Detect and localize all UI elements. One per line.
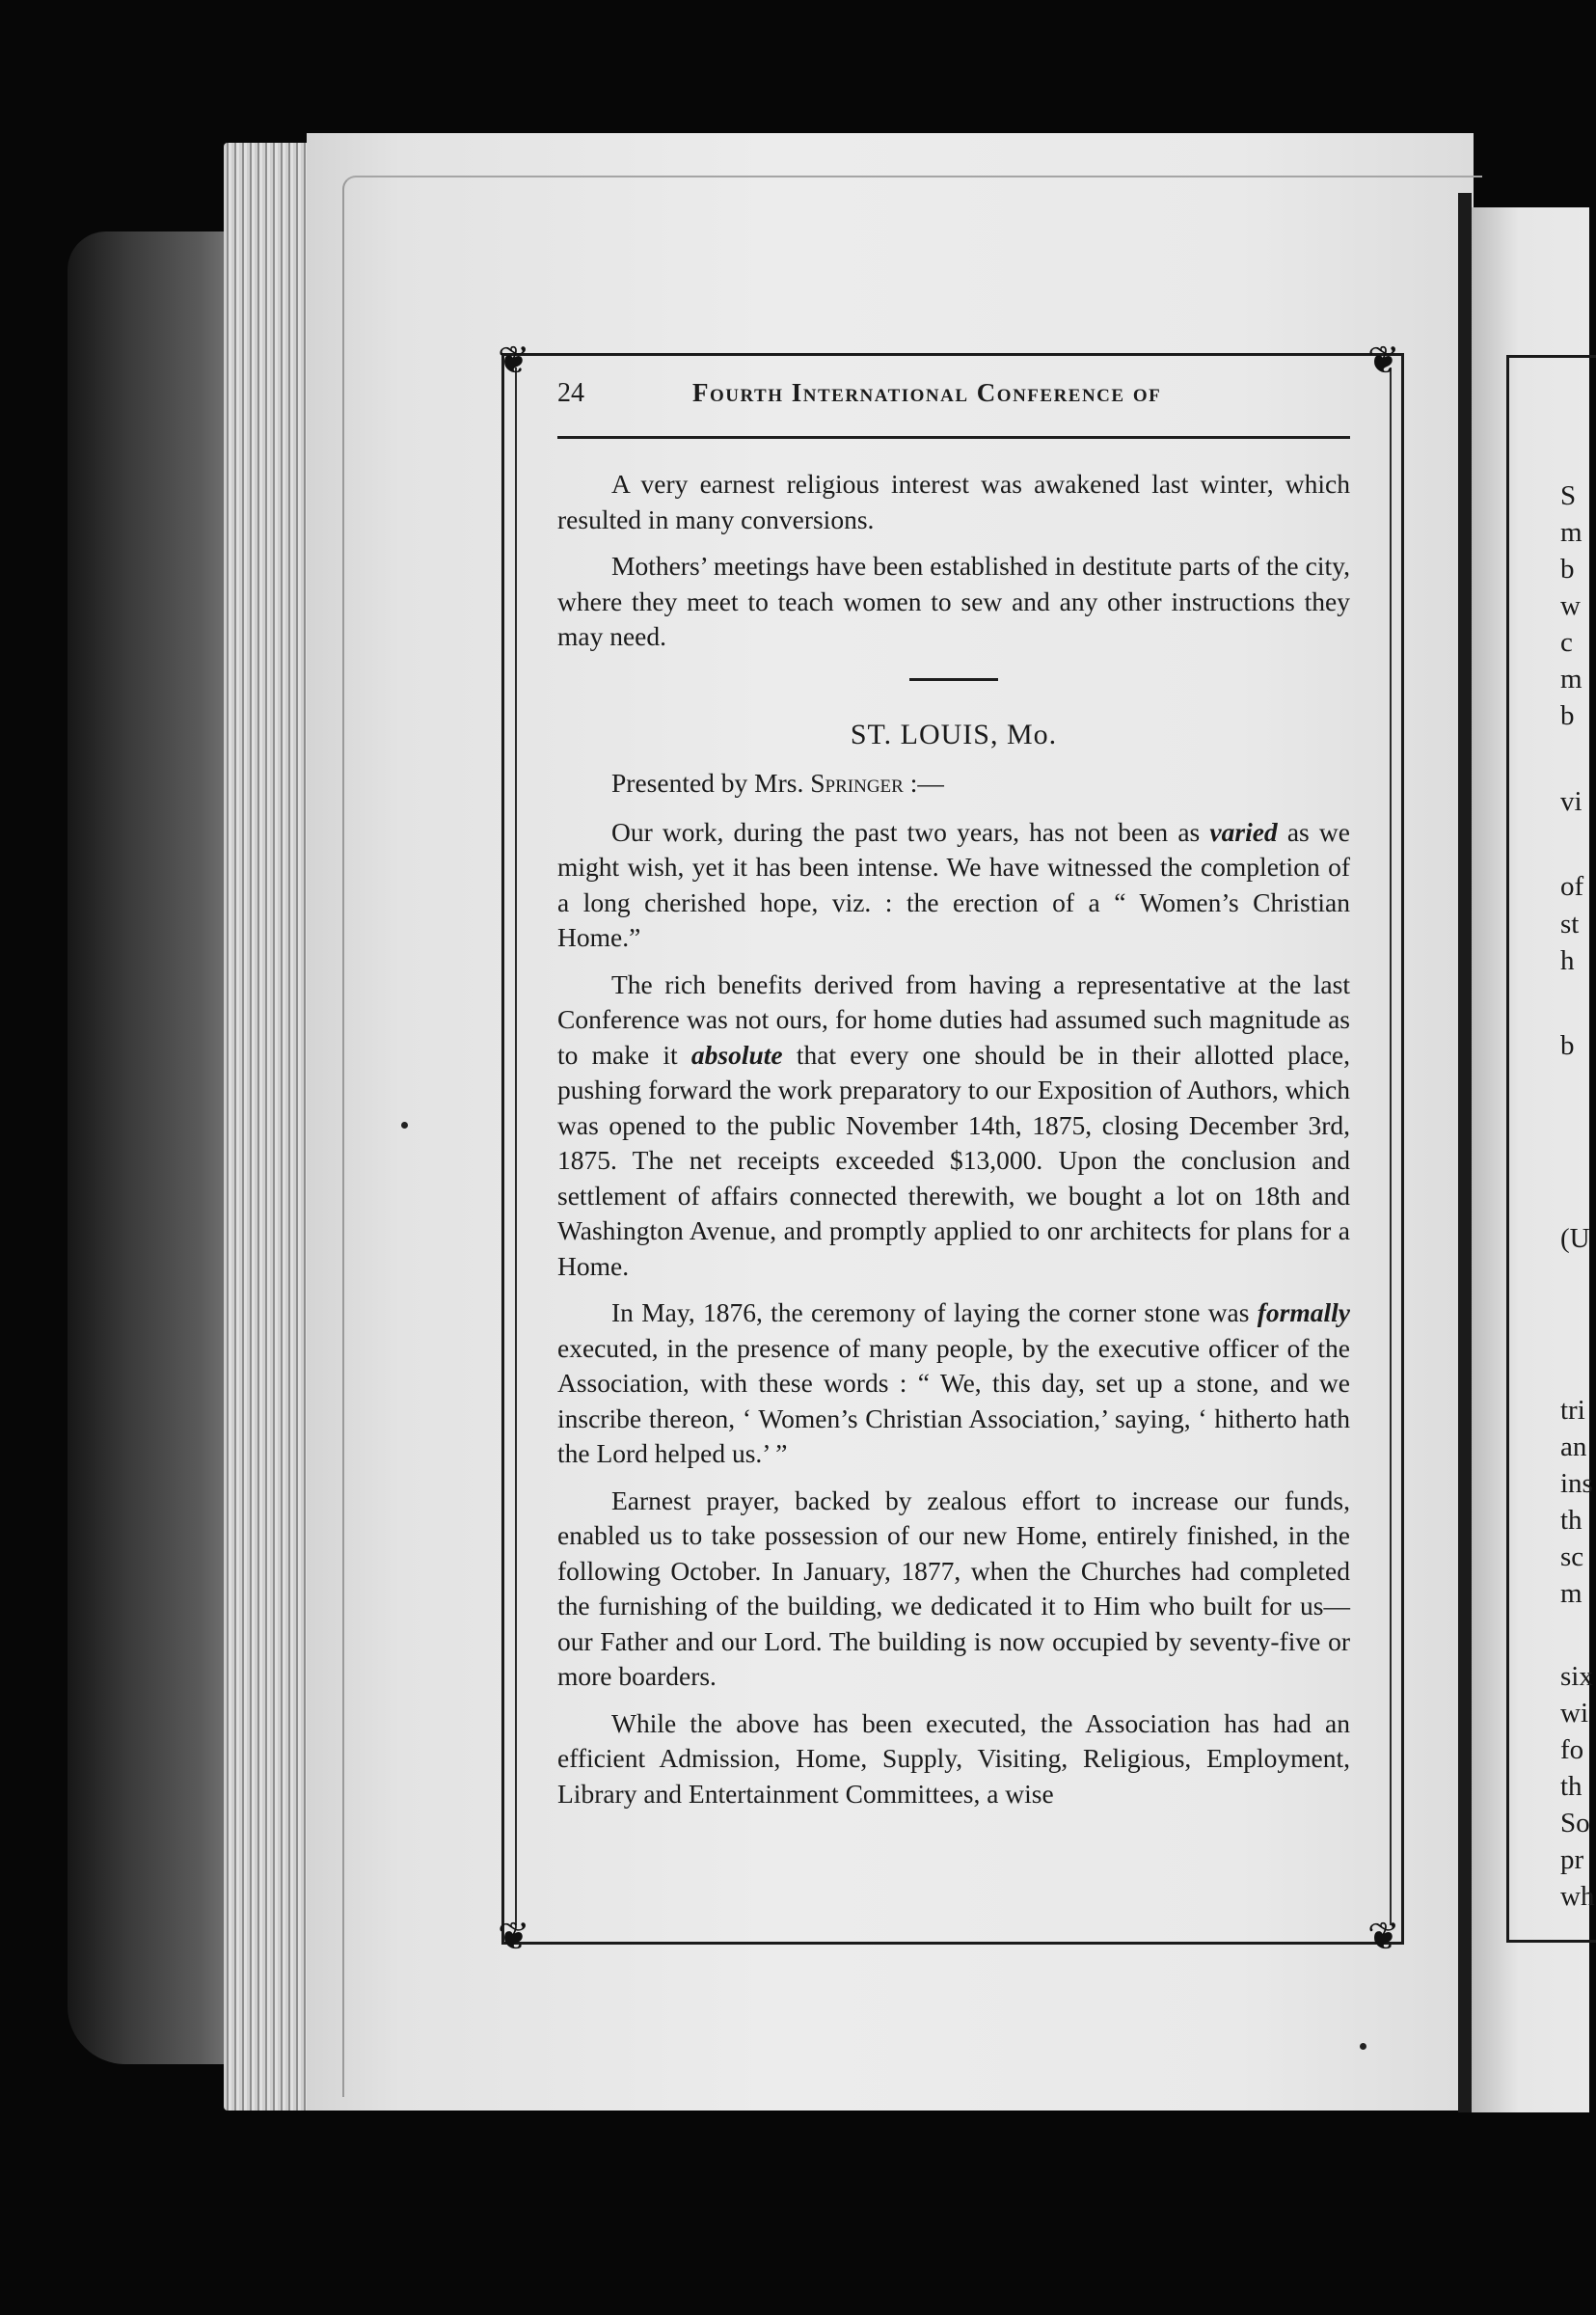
page-header (557, 378, 1350, 417)
corner-ornament-icon: ❦ (498, 1915, 530, 1958)
right-page-fragment-text: sc (1560, 1541, 1584, 1572)
presenter-lead: Presented by Mrs. (611, 768, 811, 798)
paragraph (557, 815, 1350, 956)
right-page-fragment-text: wh (1560, 1881, 1595, 1912)
right-page-fragment-text: h (1560, 945, 1575, 976)
right-page-fragment-text: b (1560, 700, 1575, 731)
right-page-fragment-text: of (1560, 871, 1584, 902)
right-page-fragment-text: So (1560, 1808, 1590, 1838)
page-number: 24 (557, 378, 584, 408)
paragraph-text: The rich benefits derived from having a representative at the last Conference was not ours, for home duties had assumed such magnitude as to make it (557, 968, 1350, 1070)
corner-ornament-icon: ❦ (498, 339, 530, 382)
paragraph-text: that every one should be in their allotted place, pushing forward the work preparatory to our Exposition of Authors, which was opened to the public November 14th, 1875, closing December 3rd, 1875. The net receipts exceeded $13,000. Upon the conclusion and settlement of affairs connected therewith, we bought a lot on 18th and Washington Avenue, and promptly applied to onr architects for plans for a Home. (557, 1039, 1350, 1281)
paragraph (557, 1295, 1350, 1472)
corner-ornament-icon: ❦ (1367, 1915, 1400, 1958)
emphasis-text: varied (1209, 816, 1278, 847)
emphasis-text: formally (1257, 1297, 1350, 1327)
paragraph: Earnest prayer, backed by zealous effort to increase our funds, enabled us to take possession of our new Home, entirely finished, in the following October. In January, 1877, when the Churches had completed the furnishing of the building, we dedicated it to Him who built for us—our Father and our Lord. The building is now occupied by seventy-five or more boarders. (557, 1484, 1350, 1691)
right-page-fragment-text: ins (1560, 1468, 1593, 1499)
header-rule (557, 436, 1350, 439)
right-page-fragment-text: m (1560, 664, 1582, 694)
paragraph-text: Our work, during the past two years, has not been as (611, 816, 1210, 847)
right-page-fragment-text: wi (1560, 1698, 1588, 1729)
page-body (557, 467, 1350, 1823)
right-page-fragment-text: vi (1560, 786, 1582, 817)
emphasis-text: absolute (690, 1039, 783, 1070)
paragraph: While the above has been executed, the Association has had an efficient Admission, Home, Supply, Visiting, Religious, Employment, Library and Entertainment Committees, a wise (557, 1707, 1350, 1809)
presenter-name: Springer (810, 768, 904, 798)
paragraph (557, 967, 1350, 1285)
paper-speck (401, 1122, 408, 1129)
right-page-fragment-text: fo (1560, 1734, 1584, 1765)
paragraph-text: as we might wish, yet it has been intense. We have witnessed the completion of a long cherished hope, viz. : the erection of a “ Women’s Christian Home.” (557, 816, 1350, 952)
right-page-fragment-text: m (1560, 517, 1582, 548)
right-page-fragment-text: six (1560, 1661, 1593, 1692)
right-page-fragment-text: th (1560, 1505, 1582, 1536)
right-page-fragment-text: b (1560, 554, 1575, 585)
section-divider (909, 678, 998, 681)
right-page-fragment-text: S (1560, 480, 1577, 511)
right-page-fragment-text: an (1560, 1431, 1587, 1462)
presenter-tail: :— (903, 768, 944, 798)
right-page-fragment-text: th (1560, 1771, 1582, 1802)
paper-speck (1360, 2043, 1366, 2050)
presenter-line (557, 766, 1350, 802)
right-page-fragment-text: tri (1560, 1395, 1585, 1426)
running-head: Fourth International Conference of (692, 378, 1162, 407)
book-gutter (1458, 193, 1472, 2112)
right-page-fragment-text: (U (1560, 1223, 1590, 1254)
corner-ornament-icon: ❦ (1367, 339, 1400, 382)
paragraph: Mothers’ meetings have been established in destitute parts of the city, where they meet to teach women to sew and any other instructions they may need. (557, 551, 1350, 651)
right-page-fragment-text: b (1560, 1030, 1575, 1061)
right-page-fragment-text: c (1560, 627, 1573, 658)
right-page-fragment-text: m (1560, 1578, 1582, 1609)
paragraph-text: In May, 1876, the ceremony of laying the corner stone was (611, 1297, 1258, 1327)
right-page-fragment-text: pr (1560, 1844, 1584, 1875)
paragraph-text: executed, in the presence of many people, by the executive officer of the Association, with these words : “ We, this day, set up a stone, and we inscribe thereon, ‘ Women’s Christian Association,’ saying, ‘ hitherto hath the Lord helped us.’ ” (557, 1332, 1350, 1468)
right-page-fragment-text: w (1560, 590, 1581, 621)
section-title: ST. LOUIS, Mo. (850, 718, 1058, 750)
paragraph: A very earnest religious interest was awakened last winter, which resulted in many conversions. (557, 469, 1350, 534)
right-page-fragment-text: st (1560, 909, 1580, 940)
